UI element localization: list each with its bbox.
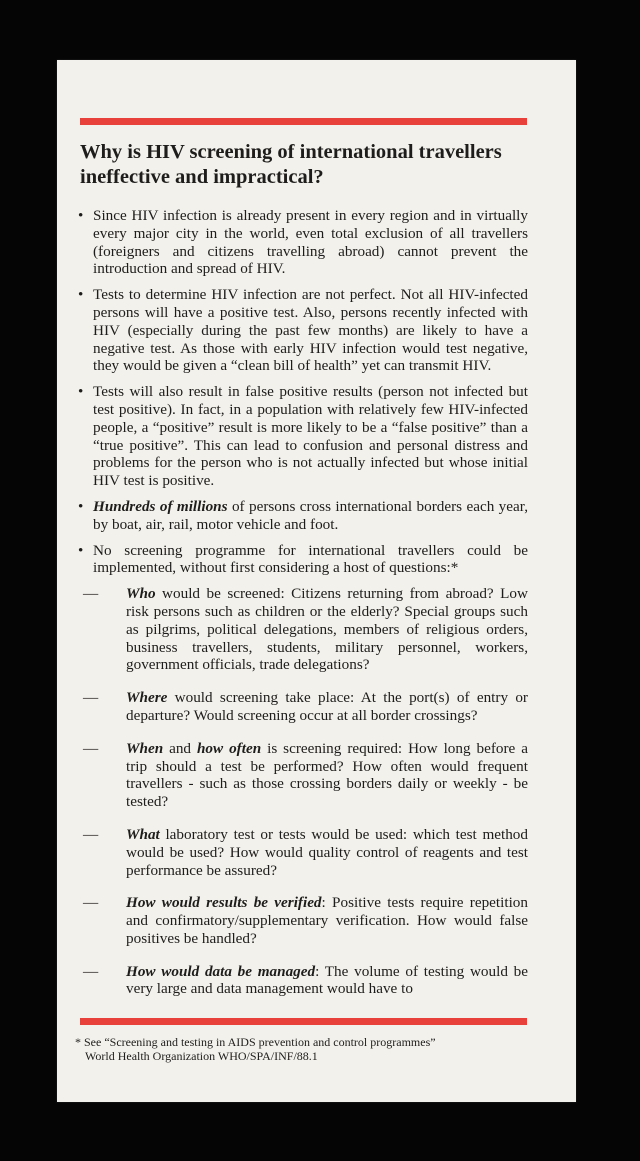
bottom-red-rule (80, 1018, 527, 1025)
question-keyword: How would data be managed (126, 962, 316, 980)
question-keyword: Who (126, 585, 156, 603)
dash-mark: — (83, 962, 99, 980)
body-content (78, 207, 528, 1013)
question-item: — Who would be screened: Citizens returning from abroad? Low risk persons such as children or the elderly? Special groups such as pilgrims, political delegations, members of religious orders, business travellers, students, military personnel, workers, government officials, trade delegations? (83, 585, 528, 674)
top-red-rule (80, 118, 527, 125)
footnote-line: World Health Organization WHO/SPA/INF/88.1 (85, 1049, 318, 1063)
dash-mark: — (83, 689, 99, 707)
page-title: Why is HIV screening of international travellers ineffective and impractical? (80, 141, 502, 188)
question-item: — When and how often is screening required: How long before a trip should a test be performed? How often would frequent travellers - such as those crossing borders daily or weekly - be tested? (83, 739, 528, 811)
list-item: • Tests will also result in false positive results (person not infected but test positive). In fact, in a population with relatively few HIV-infected people, a “positive” result is more likely to be a “false positive” than a “true positive”. This can lead to confusion and personal distress and problems for the person who is not actually infected but whose initial HIV test is positive. (78, 383, 528, 490)
footnote-line: * See “Screening and testing in AIDS prevention and control programmes” (75, 1035, 436, 1049)
question-item: — How would data be managed: The volume of testing would be very large and data management would have to (83, 962, 528, 998)
list-item: • Since HIV infection is already present in every region and in virtually every major city in the world, even total exclusion of all travellers (foreigners and citizens travelling abroad) cannot prevent the introduction and spread of HIV. (78, 207, 528, 278)
question-item: — Where would screening take place: At the port(s) of entry or departure? Would screening occur at all border crossings? (83, 689, 528, 724)
dash-mark: — (83, 894, 99, 912)
dash-mark: — (83, 739, 99, 757)
footnote (75, 1035, 535, 1063)
list-item: • Hundreds of millions of persons cross international borders each year, by boat, air, rail, motor vehicle and foot. (78, 498, 528, 534)
question-keyword: When (126, 739, 164, 757)
question-item: — What laboratory test or tests would be used: which test method would be used? How would quality control of reagents and test performance be assured? (83, 825, 528, 879)
question-keyword: Where (126, 689, 168, 707)
list-item: • No screening programme for international travellers could be implemented, without first considering a host of questions:* (78, 542, 528, 578)
question-item: — How would results be verified: Positive tests require repetition and confirmatory/supplementary verification. How would false positives be handled? (83, 894, 528, 947)
leaflet-page (57, 60, 576, 1102)
question-keyword: What (126, 825, 160, 843)
dash-mark: — (83, 585, 99, 603)
question-keyword: how often (196, 739, 262, 757)
dash-mark: — (83, 825, 99, 843)
list-item: • Tests to determine HIV infection are not perfect. Not all HIV-infected persons will have a positive test. Also, persons recently infected with HIV (especially during the past few months) are likely to have a negative test. As those with early HIV infection would test negative, they would be given a “clean bill of health” yet can transmit HIV. (78, 286, 528, 375)
emphasis: Hundreds of millions (93, 497, 228, 515)
question-keyword: How would results be verified (126, 894, 322, 912)
